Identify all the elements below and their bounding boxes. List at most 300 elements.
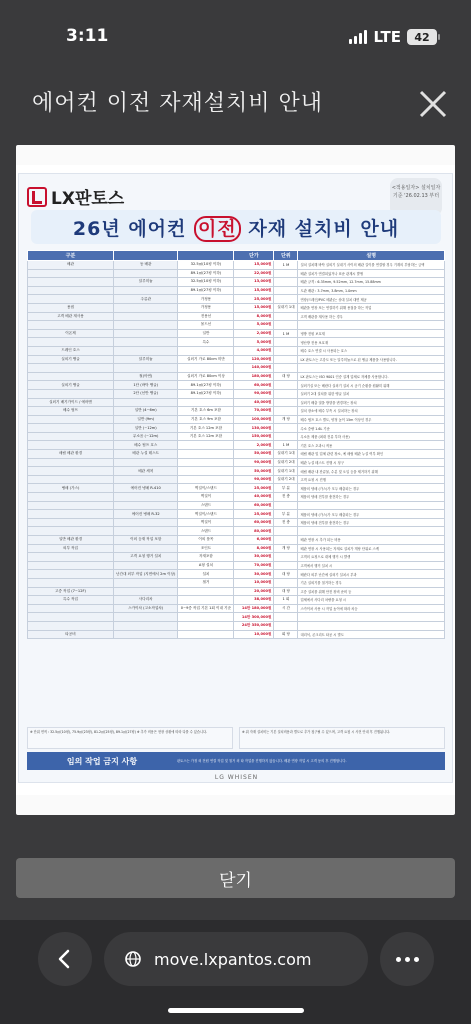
cell-price: 14만 300,000원	[234, 613, 274, 622]
cell-desc: LX 판토스는 ISO 9001 인증 설계 업체로 자체를 사용합니다.	[298, 372, 445, 381]
table-row	[28, 424, 445, 433]
cell-price: 8,000원	[234, 312, 274, 321]
cell-unit: 전 충	[274, 493, 298, 502]
cell-unit	[274, 578, 298, 587]
cell-price: 24만 350,000원	[234, 621, 274, 630]
cell-desc: 설치 설치해 바닥 실외기 실내기 사이의 배관 길이를 연결할 경우 기계의 부담하는 금액	[298, 261, 445, 270]
cell-item: 사다리차	[114, 596, 178, 605]
table-row	[28, 261, 445, 270]
lx-logo-icon	[27, 187, 47, 207]
cell-spec: 32.5㎡(10평 이하)	[178, 261, 234, 270]
cell-item: 1단 (바닥 앵글)	[114, 381, 178, 390]
cell-desc: 배관 규격 : 6.35mm, 9.52mm, 12.7mm, 15.88mm	[298, 278, 445, 287]
cell-spec: 전용선	[178, 312, 234, 321]
cell-unit: 대 당	[274, 372, 298, 381]
cell-unit: 시 간	[274, 604, 298, 613]
cell-cat	[28, 338, 114, 347]
cell-desc: 제품의 냉매 (가스)가 모두 배출되는 경우	[298, 484, 445, 493]
cell-desc	[298, 364, 445, 373]
cell-item	[114, 364, 178, 373]
cell-spec: 철거	[178, 578, 234, 587]
cell-cat	[28, 510, 114, 519]
cell-desc: 수소 중량 1.6L 기준	[298, 424, 445, 433]
cell-cat	[28, 415, 114, 424]
cell-cat	[28, 561, 114, 570]
cell-cat	[28, 321, 114, 330]
cell-unit	[274, 346, 298, 355]
table-row	[28, 570, 445, 579]
cell-unit	[274, 561, 298, 570]
table-row	[28, 415, 445, 424]
cell-price: 90,000원	[234, 475, 274, 484]
cell-item: 배수 펌프 호스	[114, 441, 178, 450]
table-row	[28, 553, 445, 562]
table-row	[28, 269, 445, 278]
cell-unit: 대 당	[274, 587, 298, 596]
cell-item	[114, 561, 178, 570]
cell-spec: 스탠드	[178, 501, 234, 510]
cell-unit	[274, 338, 298, 347]
cell-cat: 외부 작업	[28, 544, 114, 553]
brand-logo	[27, 184, 124, 209]
poster-footer-logo: LG WHISEN	[214, 774, 259, 781]
cell-desc: 매립 배관 및 업체 관련 장소, 예 매립 배관 누설 여부 확인	[298, 450, 445, 459]
brand-name: LX판토스	[51, 189, 125, 209]
table-row	[28, 578, 445, 587]
table-row	[28, 544, 445, 553]
warning-bar	[27, 752, 445, 770]
table-row	[28, 458, 445, 467]
cell-spec: 이외 품목	[178, 536, 234, 545]
col-category: 구분	[28, 251, 114, 261]
cell-desc	[298, 621, 445, 630]
cell-price: 90,000원	[234, 458, 274, 467]
cell-desc: 매립 배관 내 잔류물, 수분 및 오일 등을 제거하기 위해	[298, 467, 445, 476]
cell-item	[114, 587, 178, 596]
cell-cat	[28, 518, 114, 527]
cell-price: 25,000원	[234, 510, 274, 519]
cell-cat: 이온제	[28, 329, 114, 338]
cell-desc: 제품의 냉매 전부를 충전하는 경우	[298, 493, 445, 502]
cell-unit	[274, 501, 298, 510]
cell-spec: 벽걸이	[178, 493, 234, 502]
table-row	[28, 596, 445, 605]
cell-cat	[28, 441, 114, 450]
cell-spec	[178, 630, 234, 639]
cell-item: 2단 (선반 앵글)	[114, 389, 178, 398]
poster-title-bar	[31, 210, 441, 244]
cell-item: 고객 요청 행거 설치	[114, 553, 178, 562]
cell-desc: LX 판토스는 고강도 또는 알루미늄으로 된 앵글 제품을 사용합니다.	[298, 355, 445, 364]
cell-item	[114, 269, 178, 278]
cell-spec	[178, 441, 234, 450]
cell-price: 80,000원	[234, 527, 274, 536]
cell-spec: 특수	[178, 338, 234, 347]
table-row	[28, 467, 445, 476]
cell-unit: 개 당	[274, 415, 298, 424]
cell-unit: 실내기 1대	[274, 450, 298, 459]
table-row	[28, 536, 445, 545]
cell-unit: 1 M	[274, 441, 298, 450]
cell-spec: 벽걸이/스탠드	[178, 510, 234, 519]
table-row	[28, 518, 445, 527]
cell-cat	[28, 527, 114, 536]
col-unit: 단위	[274, 251, 298, 261]
cell-item	[114, 329, 178, 338]
cell-price: 130,000원	[234, 424, 274, 433]
cell-spec: 89.1㎡(27평 이하)	[178, 269, 234, 278]
cell-spec: 가정용	[178, 303, 234, 312]
cell-desc: 고객 배관을 재사용 하는 경우	[298, 312, 445, 321]
cell-spec: 89.1㎡(27평 이하)	[178, 389, 234, 398]
cell-item: 동 배관	[114, 261, 178, 270]
cell-spec	[178, 587, 234, 596]
table-row	[28, 475, 445, 484]
cell-cat	[28, 475, 114, 484]
cell-price: 22,000원	[234, 269, 274, 278]
cell-price: 50,000원	[234, 450, 274, 459]
cell-spec: 설치	[178, 570, 234, 579]
cell-spec: 기본 호스 9m 포함	[178, 415, 234, 424]
col-item	[114, 251, 178, 261]
network-label: LTE	[373, 28, 401, 46]
cell-unit	[274, 295, 298, 304]
cell-item	[114, 475, 178, 484]
cell-desc: 실외기실 또는 베란다 실외기 설치 시 공기 순환을 원활히 위해	[298, 381, 445, 390]
cell-price: 4,000원	[234, 346, 274, 355]
cell-spec: 가정용	[178, 295, 234, 304]
cell-spec: 몰드선	[178, 321, 234, 330]
table-row	[28, 527, 445, 536]
cell-price: 8,000원	[234, 544, 274, 553]
cell-cat: 냉매 (가스)	[28, 484, 114, 493]
table-row	[28, 621, 445, 630]
cell-desc: 베란다 외부 난간에 실외기 설치시 부과	[298, 570, 445, 579]
poster-title: 26년 에어컨 이전 자재 설치비 안내	[72, 217, 400, 240]
cell-desc: 기존 실외기를 철거하는 경우	[298, 578, 445, 587]
table-row	[28, 286, 445, 295]
cell-item	[114, 321, 178, 330]
cell-spec: 0~9층 작업 기본 1회 이내 기준	[178, 604, 234, 613]
cell-spec	[178, 450, 234, 459]
cell-spec: A형 설치	[178, 561, 234, 570]
cell-unit	[274, 432, 298, 441]
table-row	[28, 613, 445, 622]
back-button[interactable]	[38, 932, 92, 986]
cell-cat	[28, 278, 114, 287]
cell-price: 25,000원	[234, 484, 274, 493]
cell-unit: 1 M	[274, 261, 298, 270]
cell-price: 180,000원	[234, 372, 274, 381]
status-indicators	[349, 28, 437, 46]
table-row	[28, 338, 445, 347]
cell-spec: 벽걸이	[178, 518, 234, 527]
cell-item: 알루미늄	[114, 278, 178, 287]
cell-spec	[178, 346, 234, 355]
cell-desc: 설치 장소에 배수 부족 시 설치하는 장치	[298, 407, 445, 416]
cell-unit: 부 분	[274, 510, 298, 519]
cell-price: 40,000원	[234, 398, 274, 407]
table-row	[28, 450, 445, 459]
cell-unit	[274, 424, 298, 433]
cell-price: 25,000원	[234, 295, 274, 304]
table-row	[28, 432, 445, 441]
cell-spec: 자재포함	[178, 553, 234, 562]
cell-desc: 스카이차 사용 시 작업 높이에 따라 차등	[298, 604, 445, 613]
home-indicator	[168, 1008, 304, 1013]
cell-item: 난간대 외부 작업 (지면에서 2m 이상)	[114, 570, 178, 579]
cell-item: 에어컨 냉매 R-32	[114, 510, 178, 519]
cell-price: 5,000원	[234, 321, 274, 330]
table-row	[28, 303, 445, 312]
table-row	[28, 312, 445, 321]
chevron-left-icon	[54, 948, 76, 970]
notes-left: ※ 단위 면적 : 32.5㎡(10평), 75.9㎡(23평), 81.2㎡(25평), 89.1㎡(27평) ※ 추가 비용은 현장 상황에 따라 다를 수 있습니다.	[27, 727, 233, 749]
cell-cat	[28, 493, 114, 502]
signal-icon	[349, 30, 367, 44]
cell-desc: 연장(드레인/PVC 배관)는 상대 설치 대면 제공	[298, 295, 445, 304]
cell-unit	[274, 381, 298, 390]
cell-unit: 개 당	[274, 544, 298, 553]
cell-spec: 기본 호스 12m 포함	[178, 432, 234, 441]
table-row	[28, 346, 445, 355]
cell-unit: 1 M	[274, 329, 298, 338]
close-button[interactable]: 닫기	[16, 858, 455, 898]
cell-desc	[298, 613, 445, 622]
cell-price: 20,000원	[234, 587, 274, 596]
table-row	[28, 493, 445, 502]
cell-item	[114, 303, 178, 312]
cell-cat	[28, 372, 114, 381]
cell-price: 100,000원	[234, 415, 274, 424]
cell-spec: 89.1㎡(27평 이하)	[178, 381, 234, 390]
cell-cat: 고층 작업 (7~12F)	[28, 587, 114, 596]
cell-unit	[274, 364, 298, 373]
cell-price: 6,000원	[234, 536, 274, 545]
cell-item: 이외 등재 작업 포함	[114, 536, 178, 545]
cell-unit	[274, 355, 298, 364]
table-row	[28, 398, 445, 407]
cell-cat: 실외기 앵글	[28, 381, 114, 390]
cell-item	[114, 338, 178, 347]
table-row	[28, 510, 445, 519]
cell-desc: 실외기 배출 열을 방향을 변경하는 장치	[298, 398, 445, 407]
cell-spec	[178, 398, 234, 407]
cell-spec	[178, 364, 234, 373]
cell-desc: 대리석, 콘크리트 타공 시 별도	[298, 630, 445, 639]
cell-cat: 타공비	[28, 630, 114, 639]
cell-unit	[274, 312, 298, 321]
cell-spec: 32.5㎡(10평 이하)	[178, 278, 234, 287]
table-row	[28, 407, 445, 416]
cell-price: 40,000원	[234, 493, 274, 502]
cell-cat	[28, 621, 114, 630]
table-row	[28, 389, 445, 398]
cell-price: 15,000원	[234, 286, 274, 295]
cell-unit	[274, 278, 298, 287]
warning-text: 판토스는 가정 외 전원 연결 작업 및 철거 외 타 작업을 진행하지 않습니다. 배관 연장 작업 시 고객 동의 후 진행합니다.	[177, 758, 347, 763]
cell-unit	[274, 407, 298, 416]
table-row	[28, 329, 445, 338]
status-bar	[0, 0, 471, 70]
price-table	[27, 250, 445, 639]
cell-item	[114, 578, 178, 587]
cell-unit: 대 당	[274, 570, 298, 579]
cell-item	[114, 458, 178, 467]
effective-date-stamp: <적용일자> 설치일자 기준 '26.02.13 부터	[390, 178, 442, 216]
cell-cat	[28, 604, 114, 613]
cell-spec: 실외기 가로 80cm 이상	[178, 372, 234, 381]
cell-cat	[28, 364, 114, 373]
cell-item: 알루미늄	[114, 355, 178, 364]
table-row	[28, 561, 445, 570]
url-text: move.lxpantos.com	[154, 949, 312, 969]
cell-item: 철(아연)	[114, 372, 178, 381]
cell-cat	[28, 613, 114, 622]
cell-desc: 제품의 냉매 (가스)가 모두 배출되는 경우	[298, 510, 445, 519]
cell-item	[114, 518, 178, 527]
cell-price: 70,000원	[234, 407, 274, 416]
cell-price: 150,000원	[234, 432, 274, 441]
cell-cat: 드레인 호스	[28, 346, 114, 355]
status-time: 3:11	[66, 26, 109, 46]
cell-cat	[28, 389, 114, 398]
table-row	[28, 372, 445, 381]
table-row	[28, 278, 445, 287]
cell-price: 30,000원	[234, 570, 274, 579]
cell-spec: 89.1㎡(27평 이하)	[178, 286, 234, 295]
table-row	[28, 630, 445, 639]
cell-unit	[274, 389, 298, 398]
price-table-body	[28, 261, 445, 639]
cell-desc: 배수 호스 연결 시 사용되는 호스	[298, 346, 445, 355]
close-icon[interactable]	[413, 84, 453, 124]
cell-desc: 고객의 요청으로 대체 행거 시 발생	[298, 553, 445, 562]
cell-spec: 기본 호스 12m 포함	[178, 424, 234, 433]
cell-unit: 실내기 1대	[274, 467, 298, 476]
cell-cat	[28, 424, 114, 433]
cell-cat: 용접	[28, 303, 114, 312]
cell-desc: 무소음 제품 (최대 전류 부하 사용)	[298, 432, 445, 441]
table-row	[28, 364, 445, 373]
table-row	[28, 381, 445, 390]
notes-right: ※ 위 자재 설치비는 기본 설치비용과 별도로 추가 청구될 수 있으며, 고객 요청 시 사전 안내 후 진행됩니다.	[239, 727, 445, 749]
table-row	[28, 484, 445, 493]
more-button[interactable]	[380, 932, 434, 986]
cell-desc: 기본 호스 초과시 적용	[298, 441, 445, 450]
table-row	[28, 321, 445, 330]
cell-price: 60,000원	[234, 381, 274, 390]
cell-spec: 스탠드	[178, 527, 234, 536]
table-row	[28, 587, 445, 596]
cell-item	[114, 630, 178, 639]
cell-price: 38,000원	[234, 596, 274, 605]
cell-item: 무소음 (~12m)	[114, 432, 178, 441]
cell-spec	[178, 613, 234, 622]
cell-cat	[28, 286, 114, 295]
cell-spec: 일반	[178, 329, 234, 338]
cell-unit: 실내기 2대	[274, 458, 298, 467]
cell-item	[114, 493, 178, 502]
cell-desc: 배관 설치가 연결되었거나 표준 관계시 발생	[298, 269, 445, 278]
cell-desc: 배관 누설 테스트 진행 시 청구	[298, 458, 445, 467]
table-row	[28, 295, 445, 304]
cell-price: 2,000원	[234, 441, 274, 450]
cell-item	[114, 346, 178, 355]
cell-item: 배관 누설 테스트	[114, 450, 178, 459]
cell-item	[114, 398, 178, 407]
cell-desc: 배관 연장 시 추가 되는 비용	[298, 536, 445, 545]
cell-price: 10,000원	[234, 578, 274, 587]
cell-cat: 배수 펌프	[28, 407, 114, 416]
cell-price: 50,000원	[234, 467, 274, 476]
cell-price: 60,000원	[234, 501, 274, 510]
cell-desc	[298, 501, 445, 510]
cell-cat: 일반 배관 환경	[28, 536, 114, 545]
cell-price: 30,000원	[234, 553, 274, 562]
cell-item	[114, 613, 178, 622]
cell-spec	[178, 467, 234, 476]
cell-spec	[178, 475, 234, 484]
cell-cat	[28, 295, 114, 304]
cell-cat	[28, 501, 114, 510]
cell-item: 배관 세척	[114, 467, 178, 476]
cell-item: 일반 (9m)	[114, 415, 178, 424]
cell-item: 주름관	[114, 295, 178, 304]
cell-price: 15,000원	[234, 303, 274, 312]
col-price: 단가	[234, 251, 274, 261]
cell-price: 5,000원	[234, 338, 274, 347]
cell-unit: 회 당	[274, 630, 298, 639]
table-row	[28, 441, 445, 450]
cell-cat	[28, 432, 114, 441]
cell-desc: 배관 연장 시 사용되는 자재로 설치가 개당 단위로 스케	[298, 544, 445, 553]
cell-desc: 도관 배관 : 3.7mm, 3.8mm, 1.0mm	[298, 286, 445, 295]
cell-spec: 벽걸이/스탠드	[178, 484, 234, 493]
cell-cat: 특수 작업	[28, 596, 114, 605]
col-desc: 설명	[298, 251, 445, 261]
url-bar[interactable]	[104, 932, 368, 986]
document-image	[16, 145, 455, 815]
cell-item	[114, 621, 178, 630]
cell-price: 90,000원	[234, 389, 274, 398]
cell-price: 14만 180,000원	[234, 604, 274, 613]
cell-unit: 부 분	[274, 484, 298, 493]
cell-cat: 고객 배관 재사용	[28, 312, 114, 321]
cell-unit	[274, 269, 298, 278]
cell-item: 일반 (~12m)	[114, 424, 178, 433]
cell-spec: 실외기 가로 80cm 미만	[178, 355, 234, 364]
cell-spec	[178, 596, 234, 605]
document-page	[16, 165, 455, 795]
cell-unit: 실내기 2대	[274, 475, 298, 484]
cell-price: 15,000원	[234, 261, 274, 270]
cell-price: 140,000원	[234, 364, 274, 373]
col-spec	[178, 251, 234, 261]
cell-desc: 배관을 연장 또는 연결하기 위해 용접을 하는 작업	[298, 303, 445, 312]
cell-item	[114, 527, 178, 536]
warning-label: 임의 작업 금지 사항	[66, 756, 138, 766]
cell-item	[114, 312, 178, 321]
cell-unit	[274, 527, 298, 536]
cell-cat	[28, 553, 114, 562]
price-table-header	[28, 251, 445, 261]
cell-spec: 기본 호스 6m 포함	[178, 407, 234, 416]
cell-desc	[298, 321, 445, 330]
url-icon	[124, 950, 142, 968]
cell-unit: 1 회	[274, 596, 298, 605]
cell-unit	[274, 613, 298, 622]
